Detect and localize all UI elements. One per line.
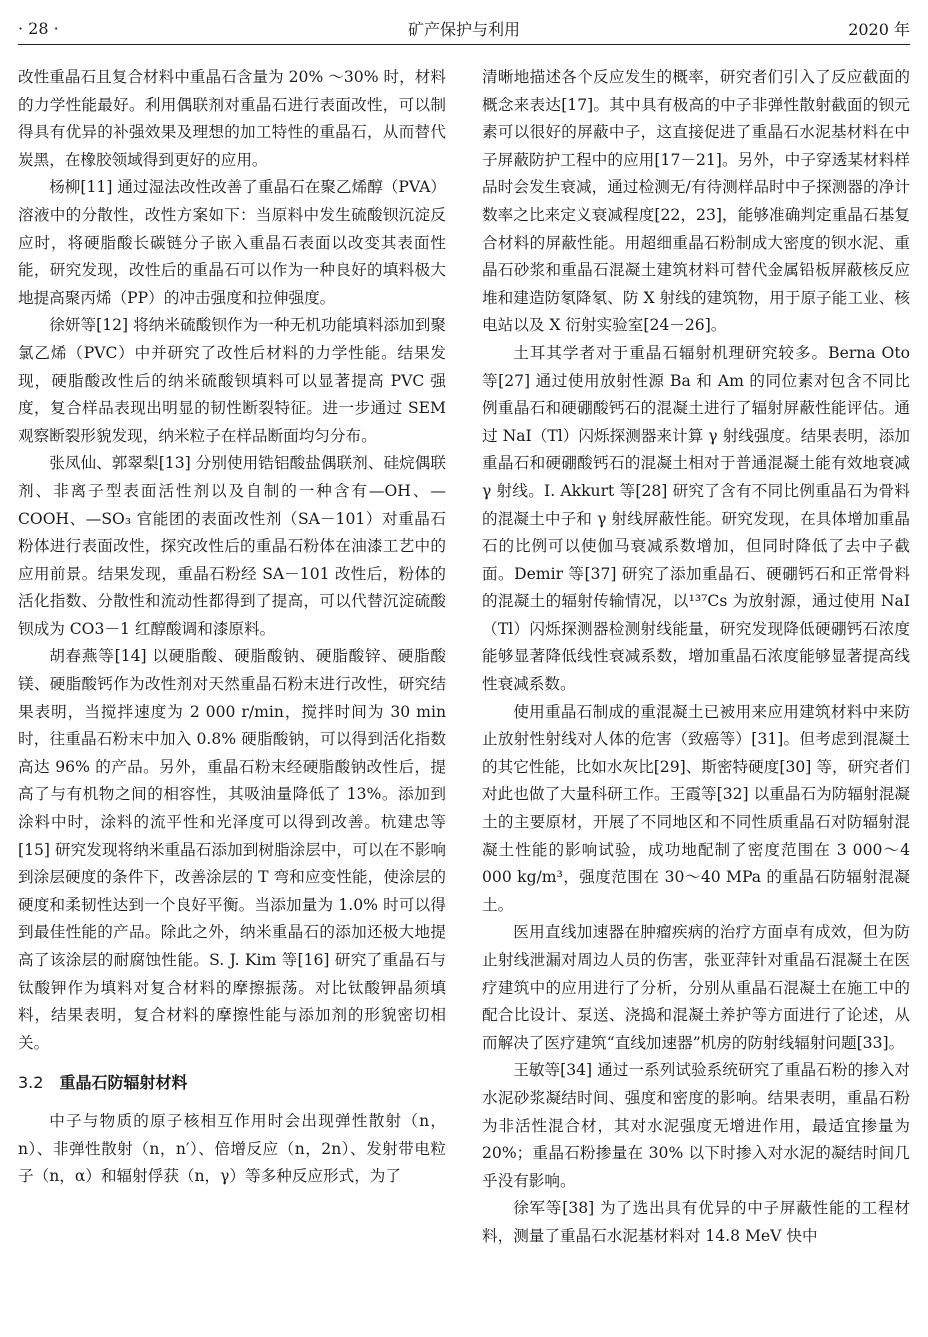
section-heading bbox=[18, 1070, 446, 1096]
journal-title: 矿产保护与利用 bbox=[407, 19, 520, 39]
paragraph: 使用重晶石制成的重混凝土已被用来应用建筑材料中来防止放射性射线对人体的危害（致癌等）[31]。但考虑到混凝土的其它性能，比如水灰比[29]、斯密特硬度[30] 等，研究者们对此也做了大量科研工作。王霞等[32] 以重晶石为防辐射混凝土的主要原材，开展了不同地区和不同性质重晶石对防辐射混凝土性能的影响试验，成功地配制了密度范围在 3 000～4 000 kg/m³，强度范围在 30～40 MPa 的重晶石防辐射混凝土。 bbox=[482, 702, 910, 914]
header-rule bbox=[18, 44, 910, 45]
paragraph: 张凤仙、郭翠梨[13] 分别使用锆铝酸盐偶联剂、硅烷偶联剂、非离子型表面活性剂以及自制的一种含有—OH、—COOH、—SO₃ 官能团的表面改性剂（SA－101）对重晶石粉体进行表面改性，探究改性后的重晶石粉体在油漆工艺中的应用前景。结果发现，重晶石粉经 SA－101 改性后，粉体的活化指数、分散性和流动性都得到了提高，可以代替沉淀硫酸钡成为 CO3－1 红醇酸调和漆原料。 bbox=[18, 454, 446, 638]
publication-year: 2020 年 bbox=[848, 19, 910, 39]
section-title: 重晶石防辐射材料 bbox=[59, 1073, 188, 1093]
paragraph: 徐妍等[12] 将纳米硫酸钡作为一种无机功能填料添加到聚氯乙烯（PVC）中并研究了改性后材料的力学性能。结果发现，硬脂酸改性后的纳米硫酸钡填料可以显著提高 PVC 强度，复合样品表现出明显的韧性断裂特征。进一步通过 SEM 观察断裂形貌发现，纳米粒子在样品断面均匀分布。 bbox=[18, 316, 446, 445]
paragraph: 改性重晶石且复合材料中重晶石含量为 20% ～30% 时，材料的力学性能最好。利用偶联剂对重晶石进行表面改性，可以制得具有优异的补强效果及理想的加工特性的重晶石，从而替代炭黑，在橡胶领域得到更好的应用。 bbox=[18, 68, 446, 169]
paragraph: 清晰地描述各个反应发生的概率，研究者们引入了反应截面的概念来表达[17]。其中具有极高的中子非弹性散射截面的钡元素可以很好的屏蔽中子，这直接促进了重晶石水泥基材料在中子屏蔽防护工程中的应用[17－21]。另外，中子穿透某材料样品时会发生衰减，通过检测无/有待测样品时中子探测器的净计数率之比来定义衰减程度[22，23]，能够准确判定重晶石基复合材料的屏蔽性能。用超细重晶石粉制成大密度的钡水泥、重晶石砂浆和重晶石混凝土建筑材料可替代金属铅板屏蔽核反应堆和建造防氡降氡、防 X 射线的建筑物，用于原子能工业、核电站以及 X 衍射实验室[24－26]。 bbox=[482, 68, 910, 335]
paragraph: 徐军等[38] 为了选出具有优异的中子屏蔽性能的工程材料，测量了重晶石水泥基材料对 14.8 MeV 快中 bbox=[482, 1199, 910, 1245]
running-header bbox=[18, 14, 910, 42]
page-number: · 28 · bbox=[18, 18, 59, 38]
paragraph: 中子与物质的原子核相互作用时会出现弹性散射（n，n）、非弹性散射（n，n′）、倍增反应（n，2n）、发射带电粒子（n，α）和辐射俘获（n，γ）等多种反应形式，为了 bbox=[18, 1112, 446, 1186]
paragraph: 土耳其学者对于重晶石辐射机理研究较多。Berna Oto 等[27] 通过使用放射性源 Ba 和 Am 的同位素对包含不同比例重晶石和硬硼酸钙石的混凝土进行了辐射屏蔽性能评估。通过 NaI（Tl）闪烁探测器来计算 γ 射线强度。结果表明，添加重晶石和硬硼酸钙石的混凝土相对于普通混凝土能有效地衰减 γ 射线。I. Akkurt 等[28] 研究了含有不同比例重晶石为骨料的混凝土中子和 γ 射线屏蔽性能。研究发现，在具体增加重晶石的比例可以使伽马衰减系数增加，但同时降低了去中子截面。Demir 等[37] 研究了添加重晶石、硬硼钙石和正常骨料的混凝土的辐射传输情况，以¹³⁷Cs 为放射源，通过使用 NaI（Tl）闪烁探测器检测射线能量，研究发现降低硬硼钙石浓度能够显著降低线性衰减系数，增加重晶石浓度能够显著提高线性衰减系数。 bbox=[482, 343, 910, 694]
paragraph: 胡春燕等[14] 以硬脂酸、硬脂酸钠、硬脂酸锌、硬脂酸镁、硬脂酸钙作为改性剂对天然重晶石粉末进行改性，研究结果表明，当搅拌速度为 2 000 r/min，搅拌时间为 30 min 时，往重晶石粉末中加入 0.8% 硬脂酸钠，可以得到活化指数高达 96% 的产品。另外，重晶石粉末经硬脂酸钠改性后，提高了与有机物之间的相容性，其吸油量降低了 13%。添加到涂料中时，涂料的流平性和光泽度可以得到改善。杭建忠等[15] 研究发现将纳米重晶石添加到树脂涂层中，可以在不影响到涂层硬度的条件下，改善涂层的 T 弯和应变性能，使涂层的硬度和柔韧性达到一个良好平衡。当添加量为 1.0% 时可以得到最佳性能的产品。除此之外，纳米重晶石的添加还极大地提高了该涂层的耐腐蚀性能。S. J. Kim 等[16] 研究了重晶石与钛酸钾作为填料对复合材料的摩擦振荡。对比钛酸钾晶须填料，结果表明，复合材料的摩擦性能与添加剂的形貌密切相关。 bbox=[18, 647, 446, 1052]
left-column bbox=[18, 64, 446, 1191]
paragraph: 医用直线加速器在肿瘤疾病的治疗方面卓有成效，但为防止射线泄漏对周边人员的伤害，张亚萍针对重晶石混凝土在医疗建筑中的应用进行了分析，分别从重晶石混凝土在施工中的配合比设计、泵送、浇捣和混凝土养护等方面进行了论述，从而解决了医疗建筑“直线加速器”机房的防射线辐射问题[33]。 bbox=[482, 923, 910, 1052]
section-number: 3.2 bbox=[18, 1073, 44, 1093]
paragraph: 杨柳[11] 通过湿法改性改善了重晶石在聚乙烯醇（PVA）溶液中的分散性，改性方案如下：当原料中发生硫酸钡沉淀反应时，将硬脂酸长碳链分子嵌入重晶石表面以改变其表面性能，研究发现，改性后的重晶石可以作为一种良好的填料极大地提高聚丙烯（PP）的冲击强度和拉伸强度。 bbox=[18, 178, 446, 307]
paragraph: 王敏等[34] 通过一系列试验系统研究了重晶石粉的掺入对水泥砂浆凝结时间、强度和密度的影响。结果表明，重晶石粉为非活性混合材，其对水泥强度无增进作用，最适宜掺量为 20%；重晶石粉掺量在 30% 以下时掺入对水泥的凝结时间几乎没有影响。 bbox=[482, 1061, 910, 1190]
right-column bbox=[482, 64, 910, 1250]
